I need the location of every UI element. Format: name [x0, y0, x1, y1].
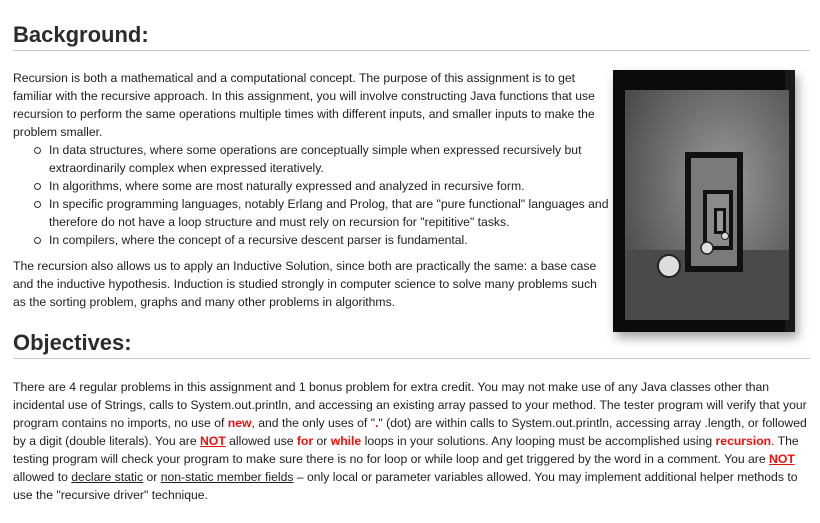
keyword-recursion: recursion [715, 434, 772, 448]
text: " (dot) are within calls to System.out.println, accessing array .length, or followed by a digit (double literals). You are [13, 416, 807, 448]
objectives-heading: Objectives: [13, 330, 132, 355]
underlined-term: declare static [71, 470, 144, 484]
text: or [143, 470, 161, 484]
list-item: In specific programming languages, notably Erlang and Prolog, that are "pure functional" languages and therefore do not have a loop structure and must rely on recursion for "repititive" tasks. [13, 195, 613, 231]
heading-divider [13, 358, 810, 359]
list-item: In algorithms, where some are most naturally expressed and analyzed in recursive form. [13, 177, 613, 195]
bullet-list [13, 141, 613, 249]
underlined-term: non-static member fields [160, 470, 294, 484]
intro-paragraph: Recursion is both a mathematical and a computational concept. The purpose of this assignment is to get familiar with the recursive approach. In this assignment, you will involve constructing Java functions that use recursion to perform the same operations multiple times with different inputs, and smaller inputs to make the problem smaller. [13, 71, 595, 139]
text: . The testing program will check your program to make sure there is no for loop or while loop and get triggered by the word in a comment. You are [13, 434, 799, 466]
background-heading: Background: [13, 22, 149, 47]
keyword-not: NOT [769, 452, 795, 466]
recursive-mirror-image [613, 70, 795, 332]
list-item: In data structures, where some operations are conceptually simple when expressed recursively but extraordinarily complex when expressed iteratively. [13, 141, 613, 177]
image-scene [625, 90, 789, 320]
text: or [313, 434, 331, 448]
keyword-not: NOT [200, 434, 226, 448]
keyword-while: while [330, 434, 362, 448]
closing-paragraph: The recursion also allows us to apply an Inductive Solution, since both are practically the same: a base case and the inductive hypothesis. Induction is studied strongly in computer science to solve many problems such as the sorting problem, graphs and many other problems in algorithms. [13, 259, 597, 309]
text: , and the only uses of " [251, 416, 376, 430]
objectives-paragraph [13, 378, 810, 504]
keyword-for: for [296, 434, 314, 448]
text: – only local or parameter variables allowed. You may implement additional helper methods to use the "recursive driver" technique. [13, 470, 798, 502]
nested-frames-graphic [625, 90, 789, 320]
text: allowed to [13, 470, 72, 484]
text: There are 4 regular problems in this assignment and 1 bonus problem for extra credit. You may not make use of any Java classes other than incidental use of Strings, calls to System.out.println, and accessing an existing array passed to your method. The tester program will verify that your program contains no imports, no use of [13, 380, 807, 430]
list-item: In compilers, where the concept of a recursive descent parser is fundamental. [13, 231, 613, 249]
heading-divider [13, 50, 810, 51]
background-section [13, 69, 613, 311]
keyword-dot: . [375, 416, 379, 430]
text: loops in your solutions. Any looping must be accomplished using [361, 434, 716, 448]
text: allowed use [225, 434, 297, 448]
keyword-new: new [227, 416, 252, 430]
